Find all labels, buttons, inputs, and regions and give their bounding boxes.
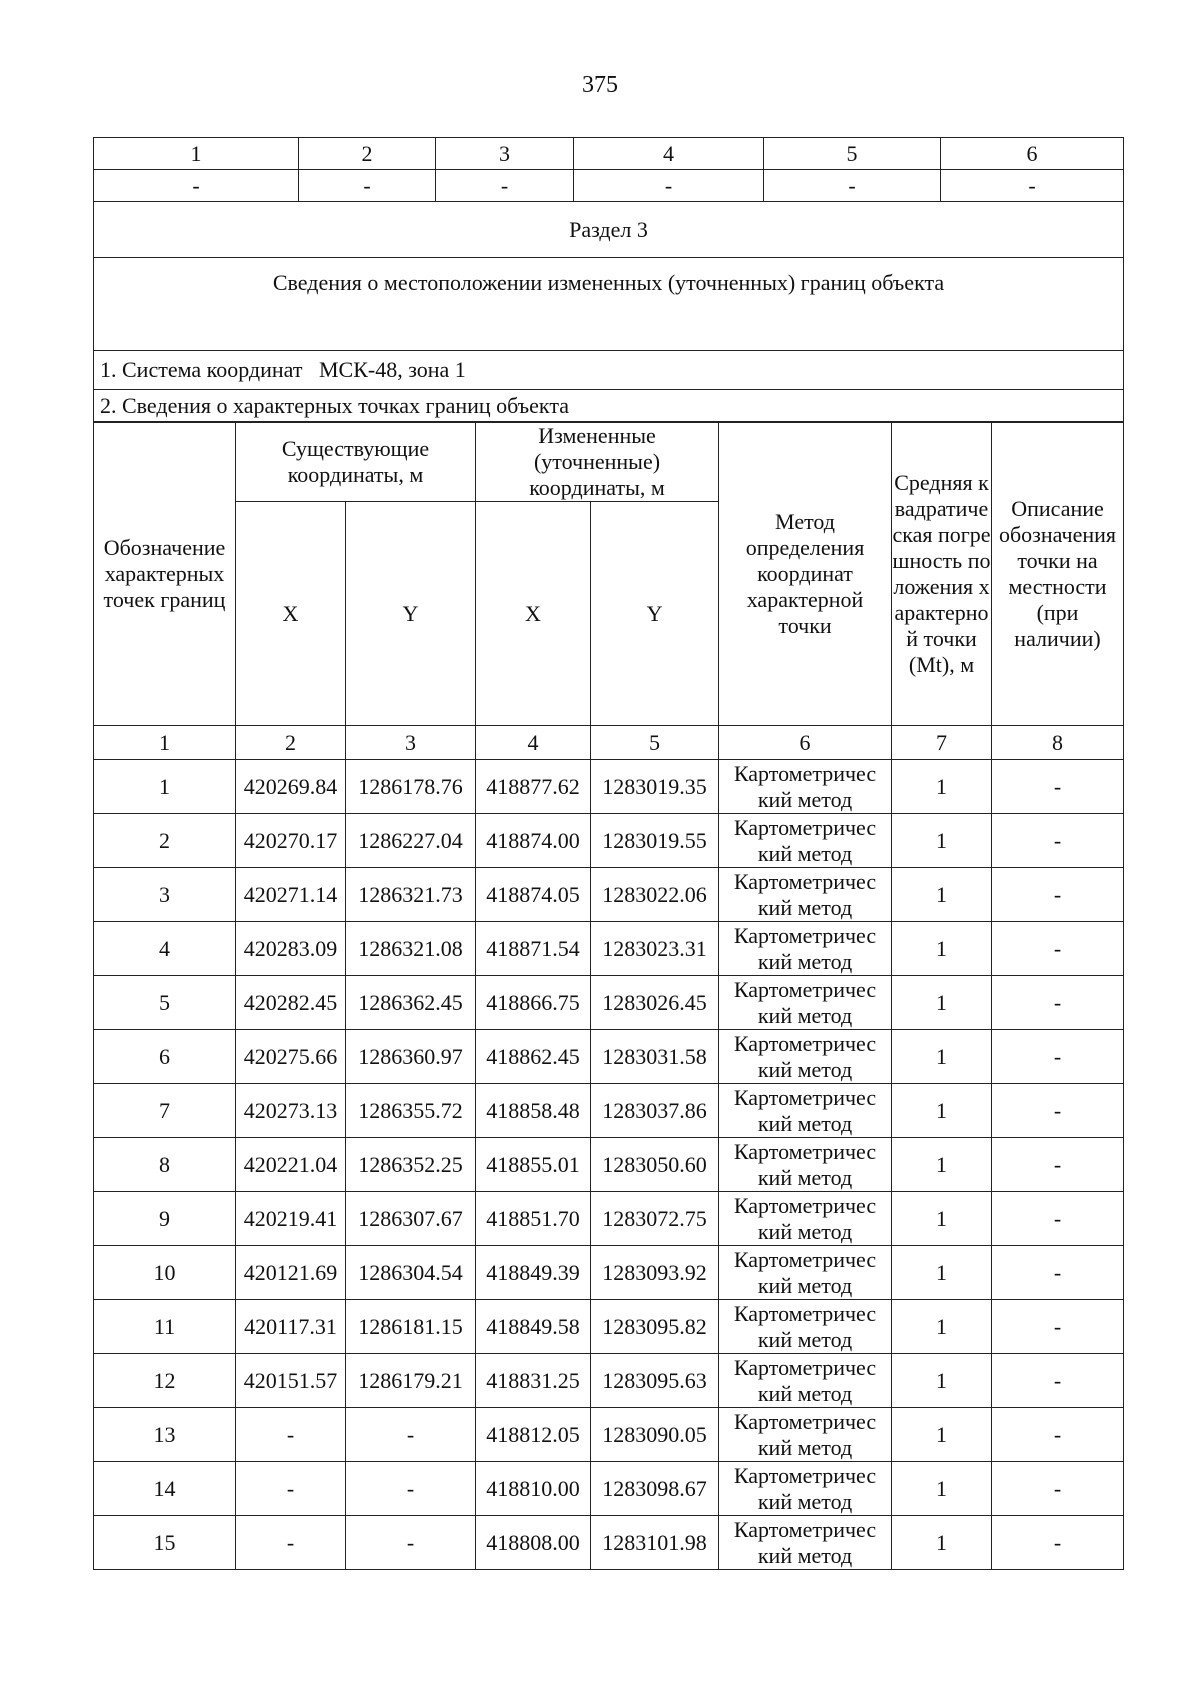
table-row: [94, 814, 1124, 868]
header-existing-coordinates: Существующие координаты, м: [236, 423, 476, 502]
changed-x: 418858.48: [476, 1084, 591, 1138]
existing-y: 1286360.97: [346, 1030, 476, 1084]
method-line: кий метод: [757, 1380, 853, 1406]
column-number: 6: [719, 726, 892, 760]
existing-y: 1286307.67: [346, 1192, 476, 1246]
accuracy-mt: 1: [892, 1462, 992, 1516]
changed-y: 1283101.98: [591, 1516, 719, 1570]
section-subtitle: Сведения о местоположении измененных (уточненных) границ объекта: [94, 258, 1124, 351]
changed-x: 418874.00: [476, 814, 591, 868]
existing-y: 1286304.54: [346, 1246, 476, 1300]
header-designation: Обозначение характерных точек границ: [94, 423, 236, 726]
changed-y: 1283093.92: [591, 1246, 719, 1300]
table-row: [94, 1192, 1124, 1246]
method-line: Картометричес: [733, 1408, 877, 1434]
method-line: Картометричес: [733, 1462, 877, 1488]
points-title: 2. Сведения о характерных точках границ объекта: [94, 390, 1124, 422]
method-line: кий метод: [757, 1110, 853, 1136]
header-changed-y: Y: [591, 502, 719, 726]
method-line: кий метод: [757, 1542, 853, 1568]
point-description: -: [992, 1516, 1124, 1570]
existing-y: 1286352.25: [346, 1138, 476, 1192]
existing-x: -: [236, 1462, 346, 1516]
changed-x: 418874.05: [476, 868, 591, 922]
method-line: кий метод: [757, 840, 853, 866]
column-number-row: [94, 726, 1124, 760]
column-number: 2: [236, 726, 346, 760]
table-row: [94, 1408, 1124, 1462]
changed-y: 1283072.75: [591, 1192, 719, 1246]
point-number: 14: [94, 1462, 236, 1516]
method-line: кий метод: [757, 948, 853, 974]
changed-y: 1283019.35: [591, 760, 719, 814]
column-number: 3: [346, 726, 476, 760]
method: [719, 1516, 892, 1570]
table-row: [94, 1516, 1124, 1570]
method-line: кий метод: [757, 1002, 853, 1028]
accuracy-mt: 1: [892, 1192, 992, 1246]
point-description: -: [992, 1138, 1124, 1192]
point-number: 4: [94, 922, 236, 976]
method: [719, 1354, 892, 1408]
accuracy-mt: 1: [892, 868, 992, 922]
prev-header-cell: 3: [436, 138, 574, 170]
method-line: кий метод: [757, 894, 853, 920]
method-line: Картометричес: [733, 1354, 877, 1380]
prev-cell: -: [299, 170, 436, 202]
existing-y: 1286321.73: [346, 868, 476, 922]
prev-cell: -: [574, 170, 764, 202]
method-line: Картометричес: [733, 1246, 877, 1272]
existing-x: 420221.04: [236, 1138, 346, 1192]
existing-x: 420219.41: [236, 1192, 346, 1246]
point-number: 15: [94, 1516, 236, 1570]
point-description: -: [992, 1246, 1124, 1300]
existing-y: -: [346, 1408, 476, 1462]
method-line: кий метод: [757, 1218, 853, 1244]
changed-y: 1283095.82: [591, 1300, 719, 1354]
table-row: [94, 760, 1124, 814]
changed-x: 418808.00: [476, 1516, 591, 1570]
existing-x: 420117.31: [236, 1300, 346, 1354]
changed-x: 418862.45: [476, 1030, 591, 1084]
accuracy-mt: 1: [892, 1516, 992, 1570]
accuracy-mt: 1: [892, 976, 992, 1030]
table-row: [94, 1246, 1124, 1300]
method-line: Картометричес: [733, 1084, 877, 1110]
method-line: Картометричес: [733, 760, 877, 786]
accuracy-mt: 1: [892, 1030, 992, 1084]
point-description: -: [992, 976, 1124, 1030]
prev-cell: -: [436, 170, 574, 202]
point-description: -: [992, 868, 1124, 922]
accuracy-mt: 1: [892, 760, 992, 814]
changed-x: 418877.62: [476, 760, 591, 814]
previous-table-and-section-header: [93, 137, 1124, 422]
header-method: Метод определения координат характерной точки: [719, 423, 892, 726]
point-number: 1: [94, 760, 236, 814]
prev-header-cell: 1: [94, 138, 299, 170]
header-changed-x: X: [476, 502, 591, 726]
method: [719, 760, 892, 814]
prev-cell: -: [94, 170, 299, 202]
coordinate-system: 1. Система координат МСК-48, зона 1: [94, 351, 1124, 390]
existing-y: 1286362.45: [346, 976, 476, 1030]
method-line: Картометричес: [733, 976, 877, 1002]
changed-x: 418855.01: [476, 1138, 591, 1192]
method-line: Картометричес: [733, 1138, 877, 1164]
accuracy-mt: 1: [892, 922, 992, 976]
existing-x: -: [236, 1408, 346, 1462]
table-row: [94, 1030, 1124, 1084]
method-line: кий метод: [757, 1434, 853, 1460]
changed-x: 418871.54: [476, 922, 591, 976]
point-description: -: [992, 1030, 1124, 1084]
method: [719, 976, 892, 1030]
point-number: 3: [94, 868, 236, 922]
point-number: 9: [94, 1192, 236, 1246]
changed-x: 418849.39: [476, 1246, 591, 1300]
point-description: -: [992, 922, 1124, 976]
existing-y: 1286179.21: [346, 1354, 476, 1408]
existing-y: -: [346, 1462, 476, 1516]
point-number: 5: [94, 976, 236, 1030]
method-line: Картометричес: [733, 868, 877, 894]
changed-y: 1283022.06: [591, 868, 719, 922]
method-line: кий метод: [757, 786, 853, 812]
accuracy-mt: 1: [892, 814, 992, 868]
existing-y: -: [346, 1516, 476, 1570]
changed-x: 418851.70: [476, 1192, 591, 1246]
existing-y: 1286178.76: [346, 760, 476, 814]
method: [719, 1138, 892, 1192]
existing-x: 420282.45: [236, 976, 346, 1030]
point-number: 7: [94, 1084, 236, 1138]
table-row: [94, 922, 1124, 976]
existing-y: 1286227.04: [346, 814, 476, 868]
accuracy-mt: 1: [892, 1408, 992, 1462]
header-changed-coordinates: Измененные (уточненные) координаты, м: [476, 423, 719, 502]
column-number: 7: [892, 726, 992, 760]
method: [719, 1030, 892, 1084]
existing-x: 420151.57: [236, 1354, 346, 1408]
method-line: кий метод: [757, 1272, 853, 1298]
header-existing-x: X: [236, 502, 346, 726]
point-number: 13: [94, 1408, 236, 1462]
boundary-points-table: [93, 422, 1124, 1570]
accuracy-mt: 1: [892, 1354, 992, 1408]
table-row: [94, 1300, 1124, 1354]
method-line: кий метод: [757, 1164, 853, 1190]
method-line: Картометричес: [733, 1300, 877, 1326]
table-row: [94, 1462, 1124, 1516]
method-line: Картометричес: [733, 922, 877, 948]
previous-table-header-row: [94, 138, 1124, 170]
points-body: [94, 760, 1124, 1570]
prev-header-cell: 4: [574, 138, 764, 170]
table-row: [94, 1084, 1124, 1138]
existing-x: 420273.13: [236, 1084, 346, 1138]
method: [719, 1408, 892, 1462]
method-line: кий метод: [757, 1056, 853, 1082]
existing-x: 420270.17: [236, 814, 346, 868]
existing-x: 420121.69: [236, 1246, 346, 1300]
column-number: 4: [476, 726, 591, 760]
changed-x: 418812.05: [476, 1408, 591, 1462]
method-line: Картометричес: [733, 814, 877, 840]
table-row: [94, 1138, 1124, 1192]
changed-x: 418866.75: [476, 976, 591, 1030]
point-description: -: [992, 814, 1124, 868]
table-row: [94, 976, 1124, 1030]
table-row: [94, 868, 1124, 922]
existing-y: 1286321.08: [346, 922, 476, 976]
changed-y: 1283090.05: [591, 1408, 719, 1462]
table-row: [94, 1354, 1124, 1408]
existing-x: 420269.84: [236, 760, 346, 814]
existing-x: -: [236, 1516, 346, 1570]
prev-header-cell: 5: [764, 138, 941, 170]
method-line: кий метод: [757, 1488, 853, 1514]
point-description: -: [992, 760, 1124, 814]
column-number: 8: [992, 726, 1124, 760]
changed-y: 1283050.60: [591, 1138, 719, 1192]
changed-y: 1283095.63: [591, 1354, 719, 1408]
header-existing-y: Y: [346, 502, 476, 726]
method-line: Картометричес: [733, 1192, 877, 1218]
point-number: 6: [94, 1030, 236, 1084]
point-description: -: [992, 1354, 1124, 1408]
prev-cell: -: [941, 170, 1124, 202]
method: [719, 1084, 892, 1138]
method: [719, 814, 892, 868]
existing-x: 420271.14: [236, 868, 346, 922]
changed-x: 418849.58: [476, 1300, 591, 1354]
existing-y: 1286355.72: [346, 1084, 476, 1138]
point-description: -: [992, 1462, 1124, 1516]
prev-cell: -: [764, 170, 941, 202]
header-accuracy: Средняя квадратическая погрешность положения характерной точки (Mt), м: [892, 423, 992, 726]
accuracy-mt: 1: [892, 1246, 992, 1300]
existing-x: 420283.09: [236, 922, 346, 976]
previous-table-row: [94, 170, 1124, 202]
point-description: -: [992, 1300, 1124, 1354]
method-line: Картометричес: [733, 1030, 877, 1056]
changed-x: 418831.25: [476, 1354, 591, 1408]
changed-y: 1283031.58: [591, 1030, 719, 1084]
method: [719, 922, 892, 976]
changed-y: 1283026.45: [591, 976, 719, 1030]
prev-header-cell: 2: [299, 138, 436, 170]
header-description: Описание обозначения точки на местности (при наличии): [992, 423, 1124, 726]
point-description: -: [992, 1408, 1124, 1462]
method: [719, 1246, 892, 1300]
method: [719, 868, 892, 922]
accuracy-mt: 1: [892, 1300, 992, 1354]
point-number: 2: [94, 814, 236, 868]
changed-y: 1283098.67: [591, 1462, 719, 1516]
point-description: -: [992, 1084, 1124, 1138]
page-number: 375: [582, 72, 618, 98]
accuracy-mt: 1: [892, 1138, 992, 1192]
existing-x: 420275.66: [236, 1030, 346, 1084]
method-line: кий метод: [757, 1326, 853, 1352]
changed-x: 418810.00: [476, 1462, 591, 1516]
point-number: 10: [94, 1246, 236, 1300]
point-number: 11: [94, 1300, 236, 1354]
changed-y: 1283019.55: [591, 814, 719, 868]
method: [719, 1462, 892, 1516]
accuracy-mt: 1: [892, 1084, 992, 1138]
method: [719, 1300, 892, 1354]
method: [719, 1192, 892, 1246]
method-line: Картометричес: [733, 1516, 877, 1542]
column-number: 1: [94, 726, 236, 760]
point-description: -: [992, 1192, 1124, 1246]
point-number: 12: [94, 1354, 236, 1408]
changed-y: 1283023.31: [591, 922, 719, 976]
existing-y: 1286181.15: [346, 1300, 476, 1354]
column-number: 5: [591, 726, 719, 760]
point-number: 8: [94, 1138, 236, 1192]
section-title: Раздел 3: [94, 202, 1124, 258]
prev-header-cell: 6: [941, 138, 1124, 170]
changed-y: 1283037.86: [591, 1084, 719, 1138]
